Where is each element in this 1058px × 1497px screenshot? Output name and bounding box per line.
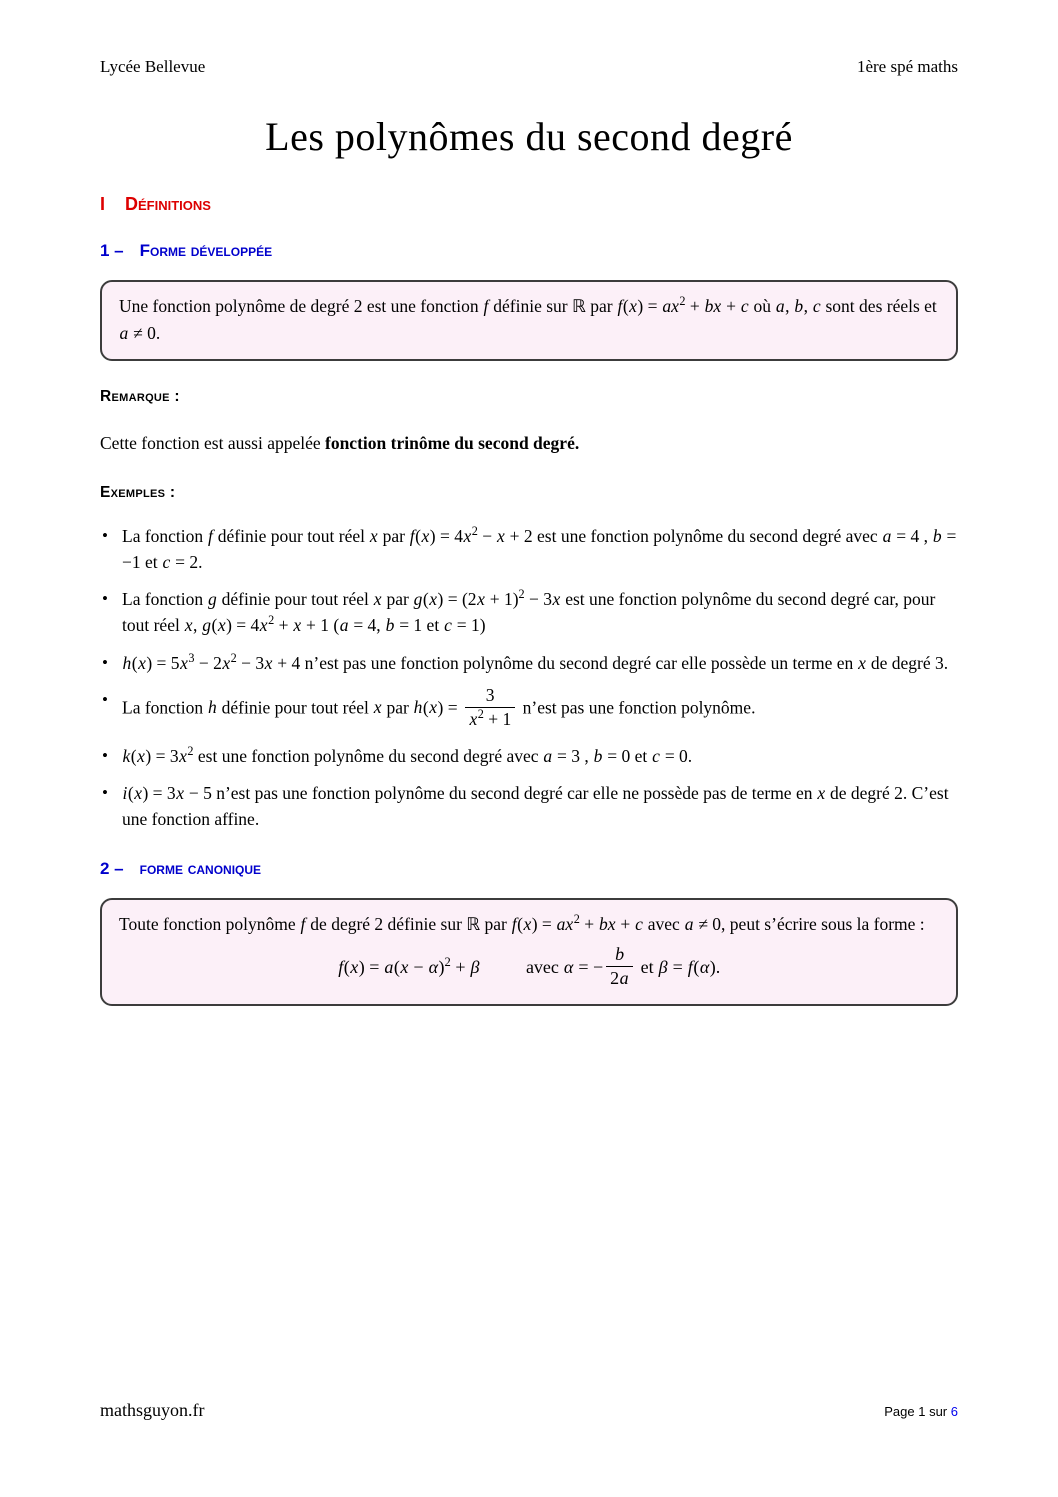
example-item: • $k(x) = 3x^2$ est une fonction polynôme du second degré avec a = 3 , b = 0 et c = 0. bbox=[100, 743, 958, 769]
example-item: • $h(x) = 5x^3 - 2x^2 - 3x + 4$ n’est pas une fonction polynôme du second degré car elle possède un terme en x de degré 3. bbox=[100, 650, 958, 676]
definition-box-developed-form bbox=[100, 280, 958, 361]
example-item: • La fonction f définie pour tout réel x par $f(x) = 4x^2 - x + 2$ est une fonction polynôme du second degré avec a = 4 , b = −1 et c = 2. bbox=[100, 523, 958, 576]
examples-label: Exemples : bbox=[100, 483, 176, 501]
page-footer bbox=[100, 1400, 958, 1421]
subsection-number: 1 – bbox=[100, 241, 124, 260]
example-item: • i(x) = 3x − 5 n’est pas une fonction polynôme du second degré car elle ne possède pas de terme en x de degré 2. C’est une fonction affine. bbox=[100, 780, 958, 833]
footer-site: mathsguyon.fr bbox=[100, 1400, 205, 1420]
subsection-title: forme canonique bbox=[139, 858, 262, 878]
remark-text: Cette fonction est aussi appelée fonction trinôme du second degré. bbox=[100, 433, 580, 454]
section-title: Définitions bbox=[125, 194, 211, 214]
examples-list bbox=[100, 523, 958, 833]
canonical-formula: $f(x) = a(x - \alpha)^2 + \beta$ avec α = − $\frac{b}{2a}$ et β = f(α). bbox=[338, 943, 721, 989]
document-title: Les polynômes du second degré bbox=[265, 114, 793, 159]
header-course: 1ère spé maths bbox=[856, 57, 958, 76]
definition-box-canonical-form bbox=[100, 898, 958, 1006]
subsection-title: Forme développée bbox=[139, 241, 273, 260]
example-item: • La fonction g définie pour tout réel x par $g(x) = (2x + 1)^2 - 3x$ est une fonction polynôme du second degré car, pour tout réel x, $g(x) = 4x^2 + x + 1$ (a = 4, b = 1 et c = 1) bbox=[100, 586, 958, 639]
section-number: I bbox=[100, 194, 106, 214]
section-definitions bbox=[100, 194, 958, 215]
definition-text: Une fonction polynôme de degré 2 est une fonction f définie sur ℝ par $f(x) = ax^2$ + bx + c où a, b, c sont des réels et a ≠ 0. bbox=[119, 294, 937, 344]
subsection-forme-developpee bbox=[100, 241, 958, 261]
header-school: Lycée Bellevue bbox=[100, 57, 206, 76]
example-item: • La fonction h définie pour tout réel x par h(x) = $\frac{3}{x^2 + 1}$ n’est pas une fonction polynôme. bbox=[100, 687, 958, 732]
subsection-number: 2 – bbox=[100, 858, 124, 878]
remark-label: Remarque : bbox=[100, 388, 180, 406]
page-number: Page 1 sur 6 bbox=[884, 1404, 958, 1419]
subsection-forme-canonique bbox=[100, 859, 958, 879]
page-count-link[interactable]: 6 bbox=[950, 1404, 958, 1419]
page-header bbox=[0, 0, 1058, 77]
canonical-intro-text: Toute fonction polynôme f de degré 2 définie sur ℝ par $f(x) = ax^2$ + bx + c avec a ≠ 0, peut s’écrire sous la forme : bbox=[119, 911, 925, 934]
